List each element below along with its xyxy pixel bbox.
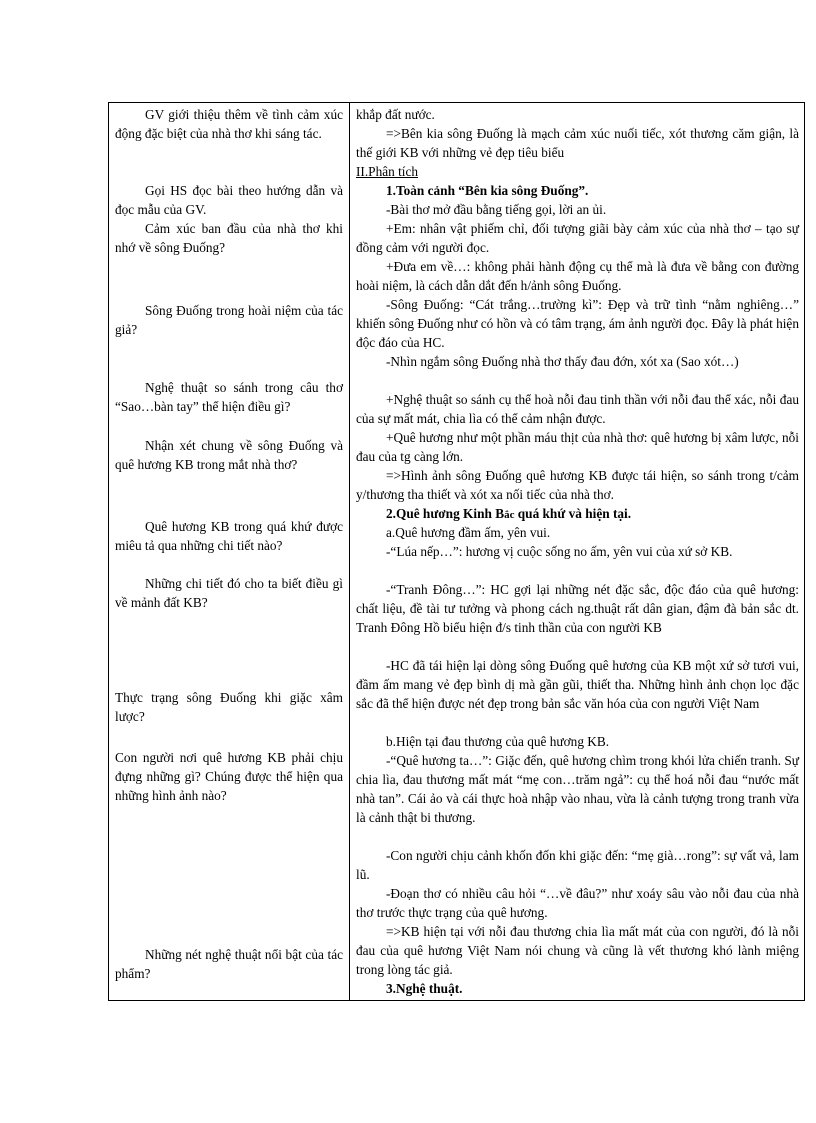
left-paragraph: Nghệ thuật so sánh trong câu thơ “Sao…bàn tay” thể hiện điều gì?: [115, 380, 343, 414]
left-paragraph: Gọi HS đọc bài theo hướng dẫn và đọc mẫu của GV.: [115, 183, 343, 217]
section-heading: II.Phân tích: [356, 164, 419, 179]
right-paragraph: -Bài thơ mở đầu bằng tiếng gọi, lời an ủi.: [386, 202, 607, 217]
heading-text: quá khứ và hiện tại.: [514, 506, 632, 521]
right-paragraph: -Nhìn ngắm sông Đuống nhà thơ thấy đau đớn, xót xa (Sao xót…): [386, 354, 739, 369]
right-paragraph: =>Hình ảnh sông Đuống quê hương KB được tái hiện, so sánh trong t/cảm y/thương tha thiết và xót xa nối tiếc của nhà thơ.: [356, 468, 799, 502]
right-paragraph: +Nghệ thuật so sánh cụ thể hoà nỗi đau tinh thần với nỗi đau thể xác, nỗi đau của sự mất mát, chia lìa có thể cảm nhận được.: [356, 392, 799, 426]
right-paragraph: a.Quê hương đầm ấm, yên vui.: [386, 525, 551, 540]
heading-text: ắc: [504, 509, 515, 521]
left-paragraph: Sông Đuống trong hoài niệm của tác giả?: [115, 303, 343, 337]
right-paragraph: =>KB hiện tại với nỗi đau thương chia lìa mất mát của con người, đó là nỗi đau của quê hương Việt Nam nói chung và cũng là vết thương khó lành miệng trong lòng tác giả.: [356, 924, 799, 977]
left-paragraph: Thực trạng sông Đuống khi giặc xâm lược?: [115, 690, 343, 724]
left-paragraph: GV giới thiệu thêm về tình cảm xúc động đặc biệt của nhà thơ khi sáng tác.: [115, 107, 343, 141]
subsection-heading: 3.Nghệ thuật.: [386, 981, 463, 996]
left-paragraph: Những nét nghệ thuật nổi bật của tác phẩm?: [115, 947, 343, 981]
right-paragraph: -HC đã tái hiện lại dòng sông Đuống quê hương của KB một xứ sở tươi vui, đầm ấm mang vẻ đẹp bình dị mà gần gũi, thiết tha. Những hình ảnh chọn lọc đặc sắc đã thể hiện được nét đẹp trong bản sắc văn hóa của con người Việt Nam: [356, 658, 799, 711]
right-paragraph: -“Lúa nếp…”: hương vị cuộc sống no ấm, yên vui của xứ sở KB.: [386, 544, 733, 559]
right-paragraph: +Đưa em về…: không phải hành động cụ thể mà là đưa về bằng con đường hoài niệm, là cách dẫn dắt đến h/ảnh sông Đuống.: [356, 259, 799, 293]
right-paragraph: -“Quê hương ta…”: Giặc đến, quê hương chìm trong khói lửa chiến tranh. Sự chia lìa, đau thương mất mát “mẹ con…trăm ngả”: cụ thể hoá nỗi đau “nước mất nhà tan”. Cái ảo và cái thực hoà nhập vào nhau, vừa là cảnh tượng trong tranh vừa là cảnh thật bi thương.: [356, 753, 799, 825]
left-paragraph: Nhận xét chung về sông Đuống và quê hương KB trong mắt nhà thơ?: [115, 438, 343, 472]
right-paragraph: b.Hiện tại đau thương của quê hương KB.: [386, 734, 610, 749]
heading-text: 2.Quê hương Kinh B: [386, 506, 505, 521]
right-paragraph: +Quê hương như một phần máu thịt của nhà thơ: quê hương bị xâm lược, nỗi đau của tg càng lớn.: [356, 430, 799, 464]
left-paragraph: Quê hương KB trong quá khứ được miêu tả qua những chi tiết nào?: [115, 519, 343, 553]
right-paragraph: +Em: nhân vật phiếm chỉ, đối tượng giãi bày cảm xúc của nhà thơ – tạo sự đồng cảm với người đọc.: [356, 221, 799, 255]
right-paragraph: -Sông Đuống: “Cát trắng…trường kì”: Đẹp và trữ tình “nằm nghiêng…” khiến sông Đuống như có hồn và có tâm trạng, ám ảnh người đọc. Đây là phát hiện độc đáo của HC.: [356, 297, 799, 350]
left-paragraph: Cảm xúc ban đầu của nhà thơ khi nhớ về sông Đuống?: [115, 221, 343, 255]
right-paragraph: -“Tranh Đông…”: HC gợi lại những nét đặc sắc, độc đáo của quê hương: chất liệu, đề tài tư tưởng và phong cách ng.thuật rất dân gian, đậm đà bản sắc dt. Tranh Đông Hồ biểu hiện đ/s tinh thần của con người KB: [356, 582, 799, 635]
content-column: [350, 103, 806, 1000]
subsection-heading: 1.Toàn cảnh “Bên kia sông Đuống”.: [386, 183, 589, 198]
teacher-activity-column: [109, 103, 349, 1000]
left-paragraph: Con người nơi quê hương KB phải chịu đựng những gì? Chúng được thể hiện qua những hình ảnh nào?: [115, 750, 343, 803]
subsection-heading: [356, 504, 799, 525]
right-paragraph: =>Bên kia sông Đuống là mạch cảm xúc nuối tiếc, xót thương căm giận, là thế giới KB với những vẻ đẹp tiêu biểu: [356, 126, 799, 160]
right-paragraph: -Con người chịu cảnh khốn đốn khi giặc đến: “mẹ già…rong”: sự vất vả, lam lũ.: [356, 848, 799, 882]
right-paragraph: -Đoạn thơ có nhiều câu hỏi “…về đâu?” như xoáy sâu vào nỗi đau của nhà thơ trước thực trạng của quê hương.: [356, 886, 799, 920]
left-paragraph: Những chi tiết đó cho ta biết điều gì về mảnh đất KB?: [115, 576, 343, 610]
lesson-table: [108, 102, 805, 1001]
right-paragraph: khắp đất nước.: [356, 107, 435, 122]
